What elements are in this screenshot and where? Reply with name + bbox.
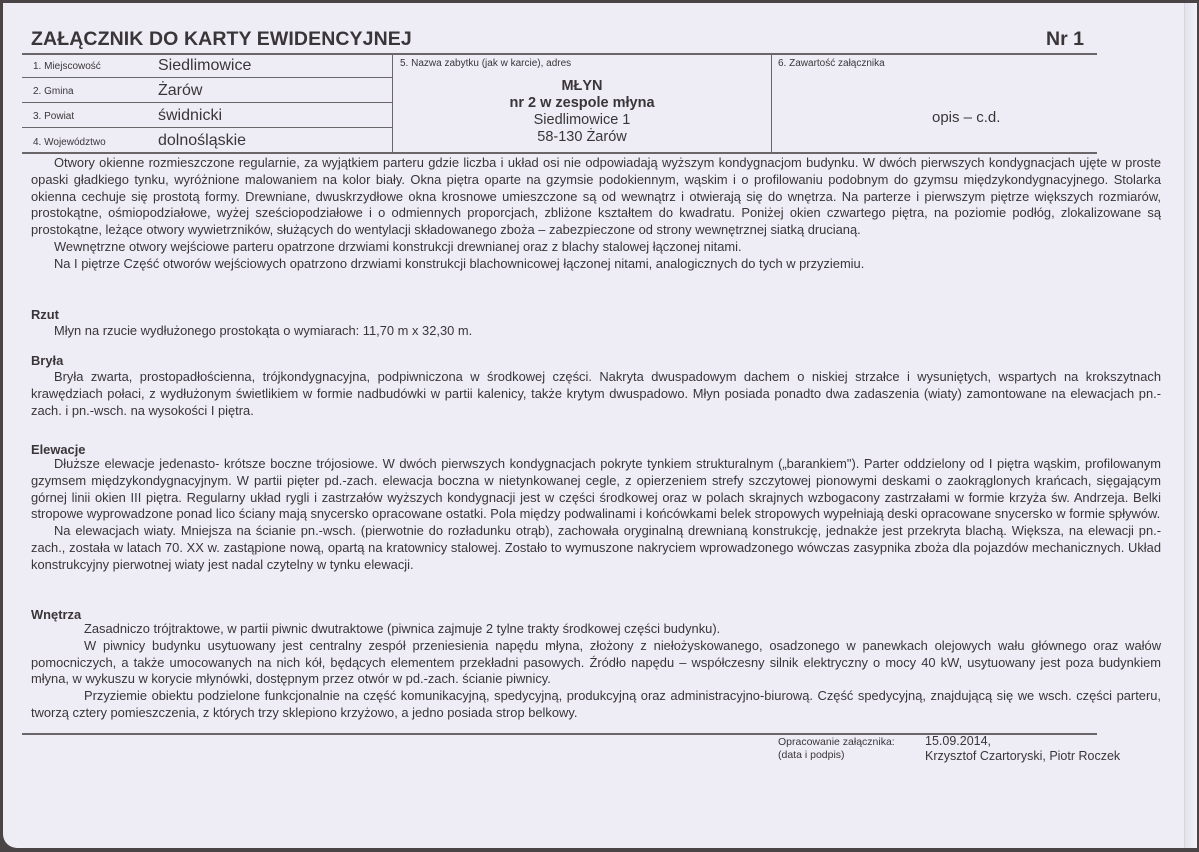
paragraph: Wewnętrzne otwory wejściowe parteru opatrzone drzwiami konstrukcji drewnianej oraz z blachy stalowej łączonej nitami. (54, 238, 742, 254)
attachment-number: Nr 1 (1046, 28, 1084, 50)
section-heading-elewacje: Elewacje (31, 442, 86, 457)
table-top-border (22, 53, 1097, 55)
footer-label-line2: (data i podpis) (778, 749, 845, 761)
paragraph: Dłuższe elewacje jedenasto- krótsze boczne trójosiowe. W dwóch pierwszych kondygnacjach pokryte tynkiem strukturalnym („barankiem"). Parter oddzielony od I piętra wąskim, profilowanym gzymsem międzykondygnacyjnym. W partii pięter pd.-zach. elewacja boczna w nietynkowanej cegle, z opierzeniem strefy szczytowej pionowymi deskami o zaokrąglonych krańcach, sięgającym górnej linii okien III piętra. Regularny układ rygli i zastrzałów wyższych kondygnacji jest w części środkowej oraz w polach skrajnych wzbogacony zastrzałami w formie krzyża św. Andrzeja. Belki stropowe wyprowadzone ponad lico ściany mają snycersko opracowane ostatki. Pola między podwalinami i końcówkami belek stropowych wypełniają deski opracowane snycersko w formie spływów. (31, 456, 1161, 522)
paragraph: Młyn na rzucie wydłużonego prostokąta o wymiarach: 11,70 m x 32,30 m. (54, 323, 473, 338)
field-label: 1. Miejscowość (33, 61, 101, 72)
section-heading-rzut: Rzut (31, 307, 59, 322)
paragraph: Bryła zwarta, prostopadłościenna, trójkondygnacyjna, podpiwniczona w środkowej części. Nakryta dwuspadowym dachem o niskiej strzałce i wysuniętych, wspartych na krokszytnach krawędziach połaci, z wydłużonym świetlikiem w formie nadbudówki w partii kalenicy, także krytym dwuspadowo. Młyn posiada ponadto dwa zadaszenia (wiaty) zamontowane na elewacjach pn.-zach. i pn.-wsch. na wysokości I piętra. (31, 369, 1161, 418)
paragraph: Na I piętrze Część otworów wejściowych opatrzono drzwiami konstrukcji blachownicowej łączonej nitami, analogicznych do tych w przyziemiu. (54, 255, 865, 271)
document-title: ZAŁĄCZNIK DO KARTY EWIDENCYJNEJ (31, 28, 412, 50)
section-heading-wnetrza: Wnętrza (31, 607, 82, 622)
section-heading-bryla: Bryła (31, 353, 64, 368)
paragraph: Przyziemie obiektu podzielone funkcjonalnie na część komunikacyjną, spedycyjną, produkcyjną oraz administracyjno-biurową. Część spedycyjną, znajdującą się we wsch. części parteru, tworzą cztery pomieszczenia, z których trzy sklepiono krzyżowo, a jedno posiada strop belkowy. (31, 688, 1161, 720)
paragraph: Na elewacjach wiaty. Mniejsza na ścianie pn.-wsch. (pierwotnie do rozładunku otrąb), zachowała oryginalną drewnianą konstrukcję, jednakże jest przekryta blachą. Większa, na elewacji pn.-zach., została w latach 70. XX w. zastąpione nową, opartą na kratownicy stalowej. Zostało to wymuszone nakryciem wprowadzonego wówczas zasypnika zboża dla pojazdów mechanicznych. Układ konstrukcyjny pierwotnej wiaty jest nadal czytelny w tynku elewacji. (31, 523, 1161, 572)
section-rzut (31, 323, 1161, 340)
monument-address-city: 58-130 Żarów (537, 129, 627, 145)
paragraph: Otwory okienne rozmieszczone regularnie, za wyjątkiem parteru gdzie liczba i układ osi nie odpowiadają wyższym kondygnacjom budynku. W dwóch pierwszych kondygnacjach ujęte w proste opaski gładkiego tynku, wyróżnione malowaniem na kolor biały. Okna piętra oparte na gzymsie podokiennym, wąskim i o profilowaniu podobnym do gzymsu międzykondygnacyjnego. Stolarka okienna cechuje się prostotą formy. Drewniane, dwuskrzydłowe okna krosnowe umieszczone są od wewnątrz i otwierają się do wnętrza. Na parterze i pierwszym piętrze większych rozmiarów, prostokątne, ośmiopodziałowe, wyżej sześciopodziałowe i o odmiennych proporcjach, zbliżone kształtem do kwadratu. Poniżej okien czwartego piętra, na poziomie podłóg, zlokalizowane są prostokątne, leżące otwory wywietrzników, służących do wentylacji składowanego zboża – zabezpieczone od strony wewnętrznej siatką drucianą. (31, 155, 1161, 238)
field-value: Żarów (158, 82, 203, 99)
footer-signature (925, 734, 1120, 763)
contents-label: 6. Zawartość załącznika (778, 58, 885, 69)
field-label: 2. Gmina (33, 86, 74, 97)
monument-address-street: Siedlimowice 1 (533, 112, 631, 128)
field-label: 3. Powiat (33, 111, 75, 122)
monument-info (392, 78, 772, 146)
footer-label (778, 736, 895, 762)
row-divider (22, 127, 392, 128)
row-divider (22, 77, 392, 78)
footer-authors: Krzysztof Czartoryski, Piotr Roczek (925, 748, 1121, 763)
footer-label-line1: Opracowanie załącznika: (778, 736, 895, 748)
paragraph: W piwnicy budynku usytuowany jest centralny zespół przeniesienia napędu młyna, złożony z niełożyskowanego, osadzonego w panewkach olejowych wału głównego oraz wałów pomocniczych, a także umocowanych na nich kół, będących elementem przekładni pasowych. Źródło napędu – współczesny silnik elektryczny o mocy 40 kW, usytuowany jest poza budynkiem młyna, w wykuszu w korycie młynówki, dostępnym przez otwór w pd.-zach. ścianie piwnicy. (31, 637, 1161, 687)
field-label: 4. Województwo (33, 137, 106, 148)
monument-label: 5. Nazwa zabytku (jak w karcie), adres (400, 58, 572, 69)
paragraph: Zasadniczo trójtraktowe, w partii piwnic dwutraktowe (piwnica zajmuje 2 tylne trakty środkowej części budynku). (84, 621, 721, 636)
field-value: świdnicki (158, 107, 223, 124)
contents-value: opis – c.d. (932, 109, 1001, 126)
section-bryla (31, 369, 1161, 419)
monument-name: MŁYN (561, 78, 603, 94)
section-wnetrza (31, 621, 1161, 722)
table-bottom-border (22, 152, 1097, 154)
page-edge (1184, 3, 1197, 848)
monument-subname: nr 2 w zespole młyna (509, 95, 655, 111)
row-divider (22, 102, 392, 103)
section-elewacje (31, 456, 1161, 574)
field-value: Siedlimowice (158, 57, 252, 74)
footer-date: 15.09.2014, (925, 734, 992, 748)
field-value: dolnośląskie (158, 132, 247, 149)
intro-text (31, 155, 1161, 273)
